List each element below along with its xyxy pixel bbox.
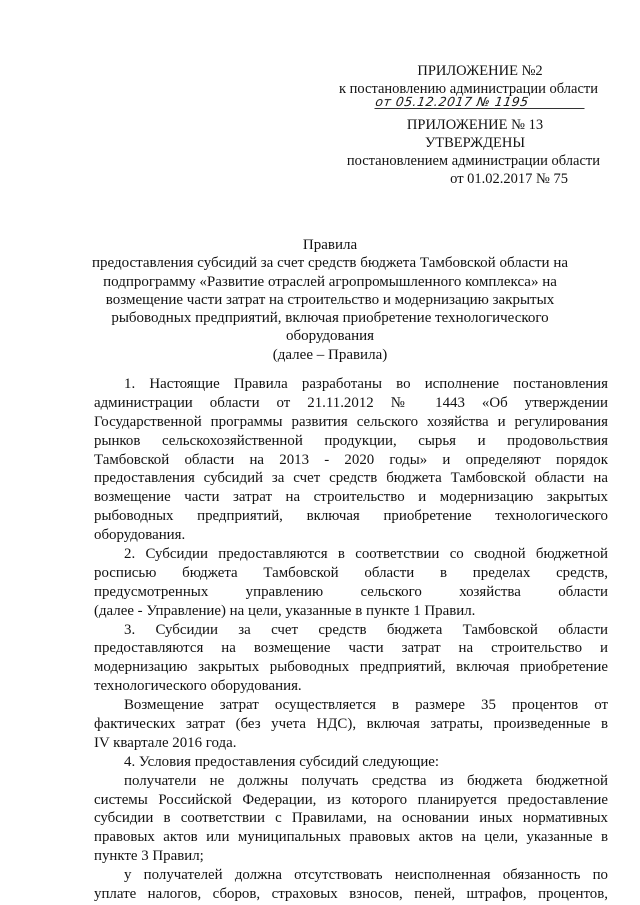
text-line: модернизацию закрытых рыбоводных предприятий, включая приобретение	[94, 659, 608, 676]
text-line: Возмещение затрат осуществляется в размере 35 процентов от	[124, 697, 608, 714]
title-line: (далее – Правила)	[272, 346, 388, 363]
paragraph-3	[94, 621, 608, 697]
title-line: Правила	[302, 237, 358, 253]
paragraph-2	[94, 545, 608, 621]
approved-heading: УТВЕРЖДЕНЫ	[424, 135, 526, 151]
text-line: правовых актов или муниципальных правовых актов на цели, указанные в	[94, 829, 608, 846]
document-body	[94, 375, 608, 904]
title-line: рыбоводных предприятий, включая приобретение технологического	[111, 310, 549, 327]
text-line: технологического оборудования.	[94, 678, 302, 695]
text-line: субсидии в соответствии с Правилами, на основании иных нормативных	[94, 810, 608, 827]
text-line: 4. Условия предоставления субсидий следующие:	[124, 753, 440, 770]
title-line: подпрограмму «Развитие отраслей агропромышленного комплекса» на	[103, 273, 557, 290]
text-line: пункте 3 Правил;	[94, 848, 204, 865]
text-line: IV квартале 2016 года.	[94, 734, 237, 751]
text-line: системы Российской Федерации, из которого планируется предоставление	[94, 791, 608, 808]
text-line: уплате налогов, сборов, страховых взносов, пеней, штрафов, процентов,	[94, 886, 608, 903]
text-line: администрации области от 21.11.2012 № 1443 «Об утверждении	[94, 394, 608, 411]
title-line: возмещение части затрат на строительство и модернизацию закрытых	[105, 291, 555, 308]
text-line: предоставления субсидий за счет средств бюджета Тамбовской области на	[94, 470, 608, 487]
title-line: предоставления субсидий за счет средств бюджета Тамбовской области на	[91, 255, 569, 272]
text-line: рыбоводных предприятий, включая приобретение технологического	[94, 508, 608, 525]
text-line: у получателей должна отсутствовать неисполненная обязанность по	[124, 867, 608, 884]
text-line: фактических затрат (без учета НДС), включая затраты, произведенные в	[94, 716, 608, 733]
text-line: (далее - Управление) на цели, указанные в пункте 1 Правил.	[94, 602, 476, 619]
appendix-13-heading: ПРИЛОЖЕНИЕ № 13	[406, 117, 544, 133]
text-line: Тамбовской области на 2013 - 2020 годы» и определяют порядок	[94, 451, 608, 468]
text-line: 3. Субсидии за счет средств бюджета Тамбовской области	[124, 621, 608, 638]
paragraph-4-condition-a	[94, 772, 608, 866]
resolution-reference: к постановлению администрации области	[338, 81, 598, 97]
text-line: рынков сельскохозяйственной продукции, сырья и продовольствия	[94, 432, 608, 449]
title-line: оборудования	[285, 328, 375, 345]
paragraph-4-condition-b	[94, 866, 608, 904]
handwritten-date-number	[373, 94, 586, 116]
text-line: росписью бюджета Тамбовской области в пределах средств,	[94, 564, 608, 581]
text-line: предусмотренных управлению сельского хозяйства области	[94, 583, 608, 600]
text-line: оборудования.	[94, 527, 186, 544]
paragraph-4	[94, 753, 608, 772]
text-line: 1. Настоящие Правила разработаны во исполнение постановления	[124, 376, 608, 392]
text-line: предоставляются на возмещение части затрат на строительство и	[94, 640, 608, 657]
text-line: возмещение части затрат на строительство и модернизацию закрытых	[94, 489, 608, 506]
paragraph-1	[94, 375, 608, 545]
approved-by: постановлением администрации области	[346, 153, 600, 169]
document-title	[80, 236, 580, 364]
handwritten-text: от 05.12.2017 № 1195	[374, 94, 530, 109]
text-line: 2. Субсидии предоставляются в соответствии со сводной бюджетной	[124, 546, 608, 563]
approved-date: от 01.02.2017 № 75	[450, 171, 568, 187]
text-line: получатели не должны получать средства из бюджета бюджетной	[124, 772, 608, 789]
paragraph-3-reimbursement	[94, 696, 608, 753]
text-line: Государственной программы развития сельского хозяйства и регулирования	[94, 413, 608, 430]
handwriting-underline	[374, 108, 584, 109]
appendix-2-heading: ПРИЛОЖЕНИЕ №2	[417, 63, 543, 79]
